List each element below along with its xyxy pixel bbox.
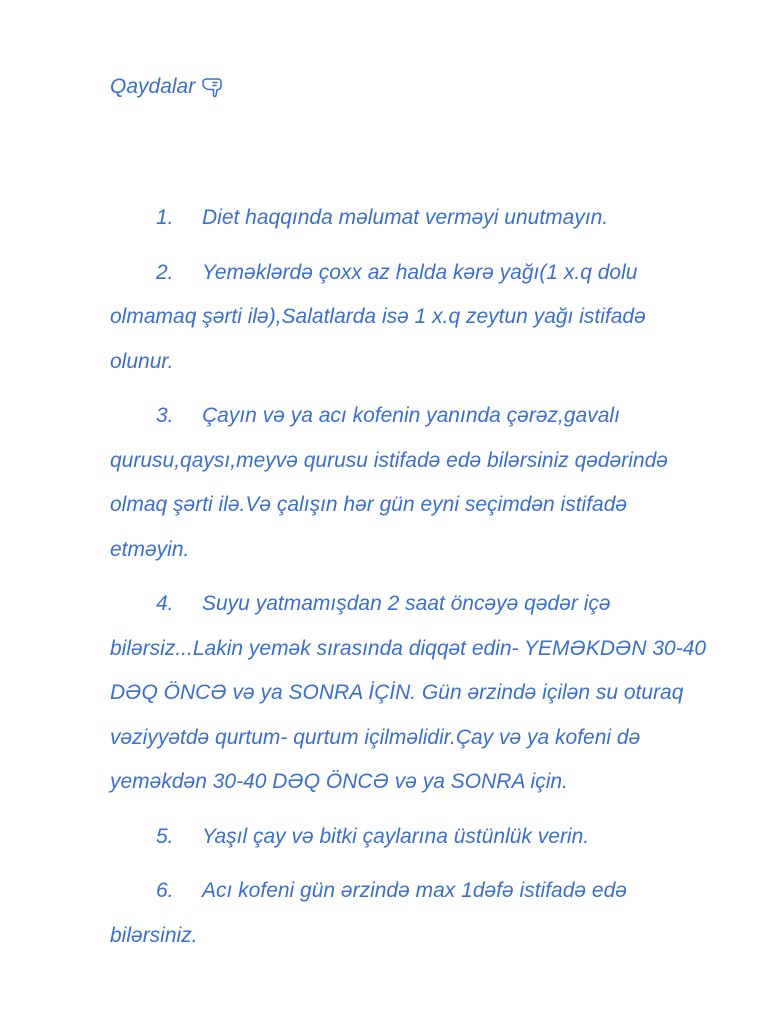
rule-text: Çayın və ya acı kofenin yanında çərəz,gavalı qurusu,qaysı,meyvə qurusu istifadə edə bilərsiniz qədərində olmaq şərti ilə.Və çalışın hər gün eyni seçimdən istifadə etməyin.: [110, 404, 668, 561]
rule-item-4: [110, 582, 712, 805]
rule-number: 2.: [156, 260, 174, 284]
rule-number: 5.: [156, 824, 174, 848]
rule-number: 6.: [156, 879, 174, 902]
rule-number: 1.: [156, 206, 174, 229]
rules-list: [110, 196, 712, 958]
rule-number: 3.: [156, 404, 174, 427]
rule-number: 4.: [156, 592, 174, 615]
rule-item-1: [110, 196, 712, 241]
rule-text: Diet haqqında məlumat verməyi unutmayın.: [202, 206, 609, 229]
rule-item-6: [110, 869, 712, 958]
rule-text: Yaşıl çay və bitki çaylarına üstünlük verin.: [202, 824, 590, 848]
rule-text: Acı kofeni gün ərzində max 1dəfə istifadə edə bilərsiniz.: [110, 879, 627, 947]
rule-item-3: [110, 394, 712, 572]
rule-item-5: [110, 815, 712, 860]
rule-text: Yeməklərdə çoxx az halda kərə yağı(1 x.q dolu olmamaq şərti ilə),Salatlarda isə 1 x.q zeytun yağı istifadə olunur.: [110, 260, 646, 373]
document-title: Qaydalar: [110, 75, 196, 98]
pointing-down-hand-icon: [201, 76, 227, 98]
document-title-line: [110, 70, 712, 104]
rule-item-2: [110, 251, 712, 385]
rule-text: Suyu yatmamışdan 2 saat öncəyə qədər içə bilərsiz...Lakin yemək sırasında diqqət edin- YEMƏKDƏN 30-40 DƏQ ÖNCƏ və ya SONRA İÇİN. Gün ərzində içilən su oturaq vəziyyətdə qurtum- qurtum içilməlidir.Çay və ya kofeni də yeməkdən 30-40 DƏQ ÖNCƏ və ya SONRA için.: [110, 592, 707, 793]
